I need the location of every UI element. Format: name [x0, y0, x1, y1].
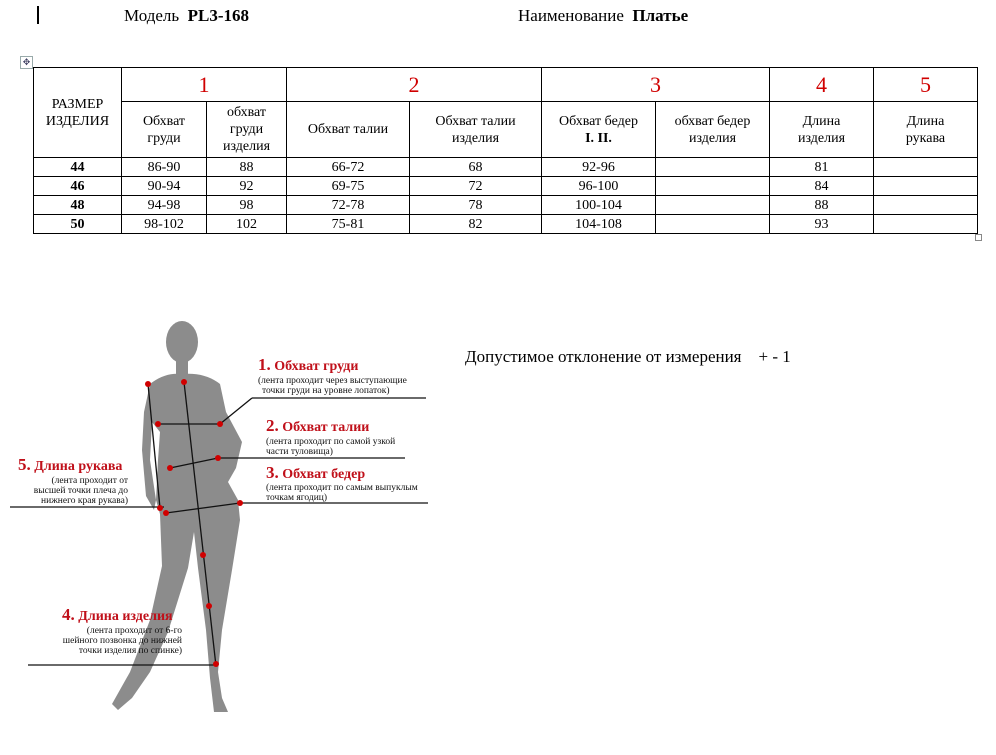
- measurement-diagram: [0, 300, 460, 755]
- model-field: [124, 6, 249, 26]
- table-move-handle-icon[interactable]: ✥: [20, 56, 33, 69]
- table-cell: 102: [207, 215, 287, 234]
- table-cell: 78: [410, 196, 542, 215]
- col-sleeve: Длина рукава: [874, 102, 978, 158]
- size-cell: 46: [34, 177, 122, 196]
- svg-text:(лента проходит через выступаю: (лента проходит через выступающие: [258, 376, 407, 386]
- table-cell: 88: [770, 196, 874, 215]
- size-header-line: ИЗДЕЛИЯ: [45, 113, 110, 129]
- table-cell: 92: [207, 177, 287, 196]
- table-cell: 72: [410, 177, 542, 196]
- svg-text:части туловища): части туловища): [266, 447, 333, 457]
- table-cell: 94-98: [122, 196, 207, 215]
- table-cell: 104-108: [542, 215, 656, 234]
- svg-text:(лента проходит по самой узкой: (лента проходит по самой узкой: [266, 437, 396, 447]
- table-cell: 100-104: [542, 196, 656, 215]
- size-header-line: РАЗМЕР: [51, 96, 104, 112]
- table-cell: [874, 158, 978, 177]
- svg-text:2. Обхват талии: 2. Обхват талии: [266, 416, 370, 435]
- name-label: Наименование: [518, 6, 624, 25]
- table-cell: [874, 215, 978, 234]
- table-cell: 90-94: [122, 177, 207, 196]
- table-row: [34, 177, 978, 196]
- table-cell: 88: [207, 158, 287, 177]
- table-row: [34, 196, 978, 215]
- measure-label-5: [18, 455, 129, 506]
- svg-text:5. Длина рукава: 5. Длина рукава: [18, 455, 123, 474]
- table-cell: [874, 177, 978, 196]
- table-cell: 68: [410, 158, 542, 177]
- tolerance-text: Допустимое отклонение от измерения: [465, 347, 742, 366]
- size-table: [33, 67, 978, 234]
- col-garment-bust: обхват груди изделия: [207, 102, 287, 158]
- table-cell: 96-100: [542, 177, 656, 196]
- col-hips: Обхват бедер I. II.: [542, 102, 656, 158]
- col-garment-hips: обхват бедер изделия: [656, 102, 770, 158]
- col-waist: Обхват талии: [287, 102, 410, 158]
- svg-text:(лента проходит от 6-го: (лента проходит от 6-го: [86, 626, 182, 636]
- table-cell: 72-78: [287, 196, 410, 215]
- model-label: Модель: [124, 6, 180, 25]
- table-cell: 92-96: [542, 158, 656, 177]
- col-length: Длина изделия: [770, 102, 874, 158]
- tolerance-note: [465, 347, 791, 367]
- name-value: Платье: [632, 6, 689, 25]
- measure-label-2: [266, 416, 395, 457]
- svg-text:(лента проходит от: (лента проходит от: [51, 476, 128, 486]
- table-cell: 93: [770, 215, 874, 234]
- table-cell: 75-81: [287, 215, 410, 234]
- tolerance-value: + - 1: [758, 347, 791, 366]
- svg-text:(лента проходит по самым выпук: (лента проходит по самым выпуклым: [266, 483, 418, 493]
- name-field: [518, 6, 688, 26]
- group-2: 2: [287, 68, 542, 102]
- table-cell: 69-75: [287, 177, 410, 196]
- svg-text:высшей точки плеча до: высшей точки плеча до: [33, 486, 128, 496]
- svg-text:точки груди на уровне лопаток): точки груди на уровне лопаток): [262, 386, 390, 396]
- table-cell: [656, 158, 770, 177]
- size-header: [34, 68, 122, 158]
- table-cell: 84: [770, 177, 874, 196]
- group-header-row: [34, 68, 978, 102]
- svg-text:3. Обхват бедер: 3. Обхват бедер: [266, 463, 366, 482]
- column-header-row: [34, 102, 978, 158]
- table-cell: 98-102: [122, 215, 207, 234]
- text-cursor: [37, 6, 39, 24]
- svg-text:точкам ягодиц): точкам ягодиц): [266, 493, 328, 503]
- measure-label-4: [62, 605, 182, 656]
- table-cell: 66-72: [287, 158, 410, 177]
- table-cell: 86-90: [122, 158, 207, 177]
- size-cell: 50: [34, 215, 122, 234]
- table-cell: [656, 215, 770, 234]
- svg-text:точки изделия по спинке): точки изделия по спинке): [78, 646, 182, 656]
- table-cell: [874, 196, 978, 215]
- group-4: 4: [770, 68, 874, 102]
- table-row: [34, 158, 978, 177]
- table-cell: 82: [410, 215, 542, 234]
- col-garment-waist: Обхват талии изделия: [410, 102, 542, 158]
- group-1: 1: [122, 68, 287, 102]
- col-bust: Обхват груди: [122, 102, 207, 158]
- table-cell: [656, 196, 770, 215]
- table-resize-handle[interactable]: [975, 234, 982, 241]
- size-cell: 48: [34, 196, 122, 215]
- table-row: [34, 215, 978, 234]
- table-cell: 98: [207, 196, 287, 215]
- measure-label-3: [266, 463, 418, 503]
- table-cell: 81: [770, 158, 874, 177]
- measure-label-1: [258, 355, 407, 396]
- svg-text:шейного позвонка до нижней: шейного позвонка до нижней: [62, 636, 182, 646]
- group-5: 5: [874, 68, 978, 102]
- size-cell: 44: [34, 158, 122, 177]
- group-3: 3: [542, 68, 770, 102]
- table-cell: [656, 177, 770, 196]
- svg-text:1. Обхват груди: 1. Обхват груди: [258, 355, 359, 374]
- svg-text:нижнего края рукава): нижнего края рукава): [41, 496, 128, 506]
- model-value: PL3-168: [187, 6, 250, 25]
- svg-text:4. Длина изделия: 4. Длина изделия: [62, 605, 173, 624]
